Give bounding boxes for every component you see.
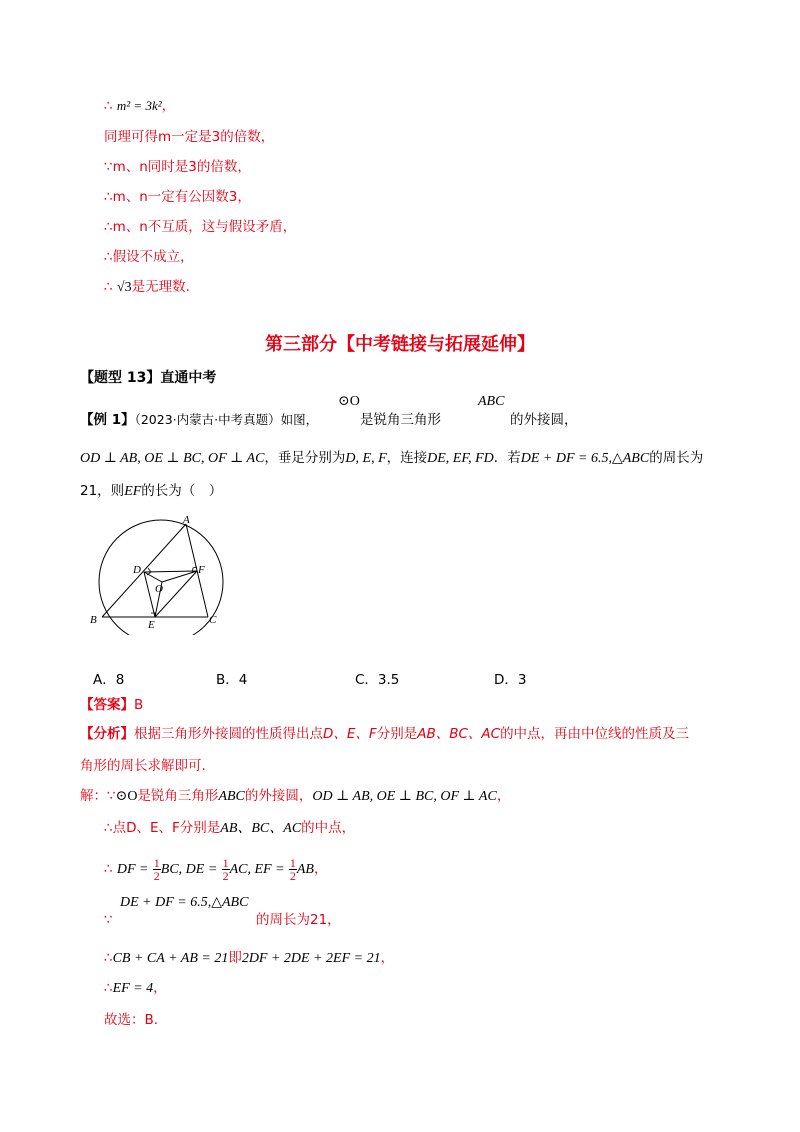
analysis-text-2: 分别是: [376, 726, 418, 742]
analysis-line-2: 角形的周长求解即可.: [80, 758, 206, 774]
label-f: F: [198, 564, 205, 576]
side-ab-label: AB: [296, 862, 314, 877]
text-if: ．若: [493, 450, 521, 466]
numerator: 1: [289, 855, 296, 870]
circle-o-symbol: ⊙O: [338, 394, 360, 409]
therefore-symbol: ∴: [104, 950, 113, 966]
geometry-figure: [88, 510, 238, 635]
points-def: D, E, F: [345, 451, 387, 466]
denominator: 2: [153, 868, 160, 883]
text-connect: ，连接: [386, 450, 428, 466]
segment-de: [144, 572, 155, 617]
solution-line-7: 故选：B.: [104, 1012, 159, 1028]
solution-perimeter: 的周长为21，: [256, 912, 341, 928]
proof-line-4: ∴m、n一定有公因数3，: [104, 189, 251, 205]
solution-midpoint-end: 的中点，: [301, 820, 356, 836]
answer-value: B: [134, 697, 144, 713]
option-d[interactable]: D．3: [494, 672, 527, 688]
segments-def: DE, EF, FD: [427, 451, 494, 466]
numerator: 1: [222, 855, 229, 870]
analysis-label: 【分析】: [80, 726, 134, 742]
answer-line: [80, 695, 143, 715]
condition-equation: DE + DF = 6.5,△ABC: [520, 451, 650, 466]
solution-line-3: [104, 852, 327, 887]
triangle-abc: ABC: [218, 789, 245, 804]
punct: ，: [313, 861, 328, 877]
numerator: 1: [153, 855, 160, 870]
option-c[interactable]: C．3.5: [355, 672, 400, 688]
midline-df: DF =: [116, 862, 149, 877]
segment-od: [144, 572, 162, 582]
fraction-half: [289, 857, 297, 882]
topic-heading: 【题型 13】直通中考: [80, 370, 217, 386]
segment-ef: EF: [124, 484, 142, 499]
circle-o-symbol: ⊙O: [115, 789, 138, 804]
label-c: C: [209, 614, 217, 626]
analysis-sides: AB、BC、AC: [417, 726, 501, 742]
punct: ，: [153, 980, 167, 996]
punct: ，: [380, 950, 395, 966]
example-is-acute: 是锐角三角形: [360, 412, 441, 428]
midline-ef: AC, EF =: [229, 862, 285, 877]
example-label: 【例 1】: [80, 412, 135, 428]
proof-line-2: 同理可得m一定是3的倍数，: [104, 129, 275, 145]
solution-line-5: [104, 948, 394, 969]
text-foot: ，垂足分别为: [264, 450, 346, 466]
example-source: （2023·内蒙古·中考真题）如图，: [134, 412, 319, 427]
solution-acute-text: 是锐角三角形: [137, 788, 219, 804]
proof-line-5: ∴m、n不互质，这与假设矛盾，: [104, 219, 297, 235]
midline-de: BC, DE =: [160, 862, 218, 877]
example-line-1: [80, 410, 318, 430]
perpendicular-condition: OD ⊥ AB, OE ⊥ BC, OF ⊥ AC: [80, 451, 265, 466]
segment-df: [144, 571, 197, 572]
proof-conclusion: 是无理数.: [131, 279, 190, 295]
analysis-text-3: 的中点，再由中位线的性质及三: [500, 726, 690, 742]
denominator: 2: [222, 868, 229, 883]
sqrt-three: √3: [116, 280, 132, 295]
perpendicular-condition: OD ⊥ AB, OE ⊥ BC, OF ⊥ AC: [312, 789, 497, 804]
analysis-points: D、E、F: [323, 726, 377, 742]
label-b: B: [90, 614, 97, 626]
solution-line-2: [104, 818, 355, 839]
circumcircle: [99, 520, 223, 635]
result-equation: EF = 4: [112, 981, 154, 996]
example-line-2: [80, 448, 703, 469]
solution-sides: AB、BC、AC: [220, 821, 302, 836]
option-b[interactable]: B．4: [216, 672, 248, 688]
section-title: 第三部分【中考链接与拓展延伸】: [265, 334, 535, 355]
example-circumcircle: 的外接圆，: [510, 412, 578, 428]
because-symbol: ∵: [104, 912, 113, 928]
example-line-3: [80, 481, 222, 502]
option-a[interactable]: A．8: [93, 672, 125, 688]
label-a: A: [183, 514, 190, 526]
perimeter-value: 21，则: [80, 483, 125, 499]
solution-condition: DE + DF = 6.5,△ABC: [120, 895, 249, 910]
label-d: D: [133, 564, 141, 576]
proof-punct: ，: [161, 98, 176, 114]
label-o: O: [155, 583, 163, 595]
fraction-half: [222, 857, 230, 882]
proof-line-3: ∵m、n同时是3的倍数，: [104, 159, 251, 175]
triangle-abc: ABC: [478, 394, 505, 409]
solution-midpoints-text: ∴点D、E、F分别是: [104, 820, 221, 836]
answer-label: 【答案】: [80, 697, 134, 713]
solution-line-4: [104, 910, 113, 930]
therefore-symbol: ∴: [104, 980, 113, 996]
proof-line-6: ∴假设不成立，: [104, 249, 194, 265]
proof-equation: m² = 3k²: [116, 98, 162, 113]
punct: ，: [496, 788, 511, 804]
solution-line-6: [104, 978, 167, 999]
label-e: E: [148, 619, 155, 631]
solution-because: 解：∵: [80, 788, 116, 804]
question-end: 的长为（ ）: [141, 483, 223, 499]
analysis-text-1: 根据三角形外接圆的性质得出点: [134, 726, 323, 742]
therefore-symbol: ∴: [104, 861, 113, 877]
therefore-symbol: ∴: [104, 279, 113, 295]
fraction-half: [153, 857, 161, 882]
text-perimeter: 的周长为: [649, 450, 704, 466]
solution-line-1: [80, 786, 510, 807]
solution-circumcircle: 的外接圆，: [244, 788, 313, 804]
proof-line-1: [104, 96, 175, 116]
ji-text: 即: [228, 950, 242, 966]
perimeter-equation: CB + CA + AB = 21: [112, 951, 229, 966]
therefore-symbol: ∴: [104, 98, 113, 114]
doubled-equation: 2DF + 2DE + 2EF = 21: [241, 951, 381, 966]
analysis-line-1: [80, 724, 689, 744]
denominator: 2: [289, 868, 296, 883]
side-ab: [102, 524, 186, 617]
proof-line-7: [104, 277, 190, 298]
